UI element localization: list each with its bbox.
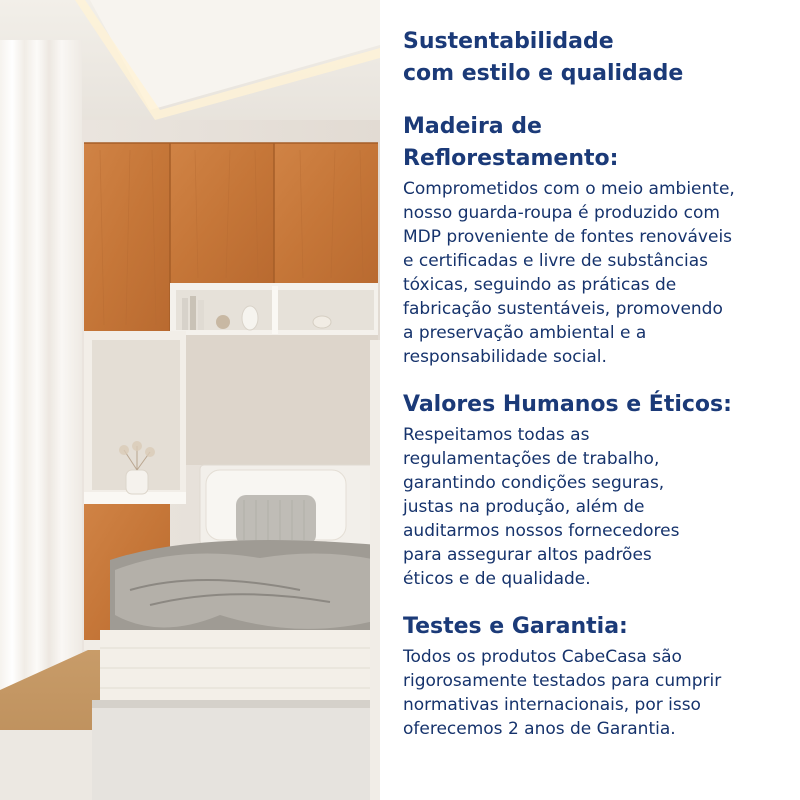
text-panel xyxy=(403,26,788,761)
section-title-valores: Valores Humanos e Éticos: xyxy=(403,392,732,417)
section-body-madeira: Comprometidos com o meio ambiente, nosso guarda-roupa é produzido com MDP proveniente de fontes renováveis e certificadas e livre de substâncias tóxicas, seguindo as práticas de fabricação sustentáveis, promovendo a preservação ambiental e a responsabilidade social. xyxy=(403,179,735,367)
section-title-madeira: Madeira de Reflorestamento: xyxy=(403,114,619,171)
section-madeira xyxy=(403,111,788,369)
section-body-valores: Respeitamos todas as regulamentações de trabalho, garantindo condições seguras, justas na produção, além de auditarmos nossos fornecedores para assegurar altos padrões éticos e de qualidade. xyxy=(403,425,680,589)
bedroom-photo xyxy=(0,0,380,800)
headline: Sustentabilidade com estilo e qualidade xyxy=(403,29,684,86)
section-body-testes: Todos os produtos CabeCasa são rigorosamente testados para cumprir normativas internacionais, por isso oferecemos 2 anos de Garantia. xyxy=(403,647,722,739)
section-valores xyxy=(403,389,788,591)
section-testes xyxy=(403,611,788,741)
section-title-testes: Testes e Garantia: xyxy=(403,614,628,639)
